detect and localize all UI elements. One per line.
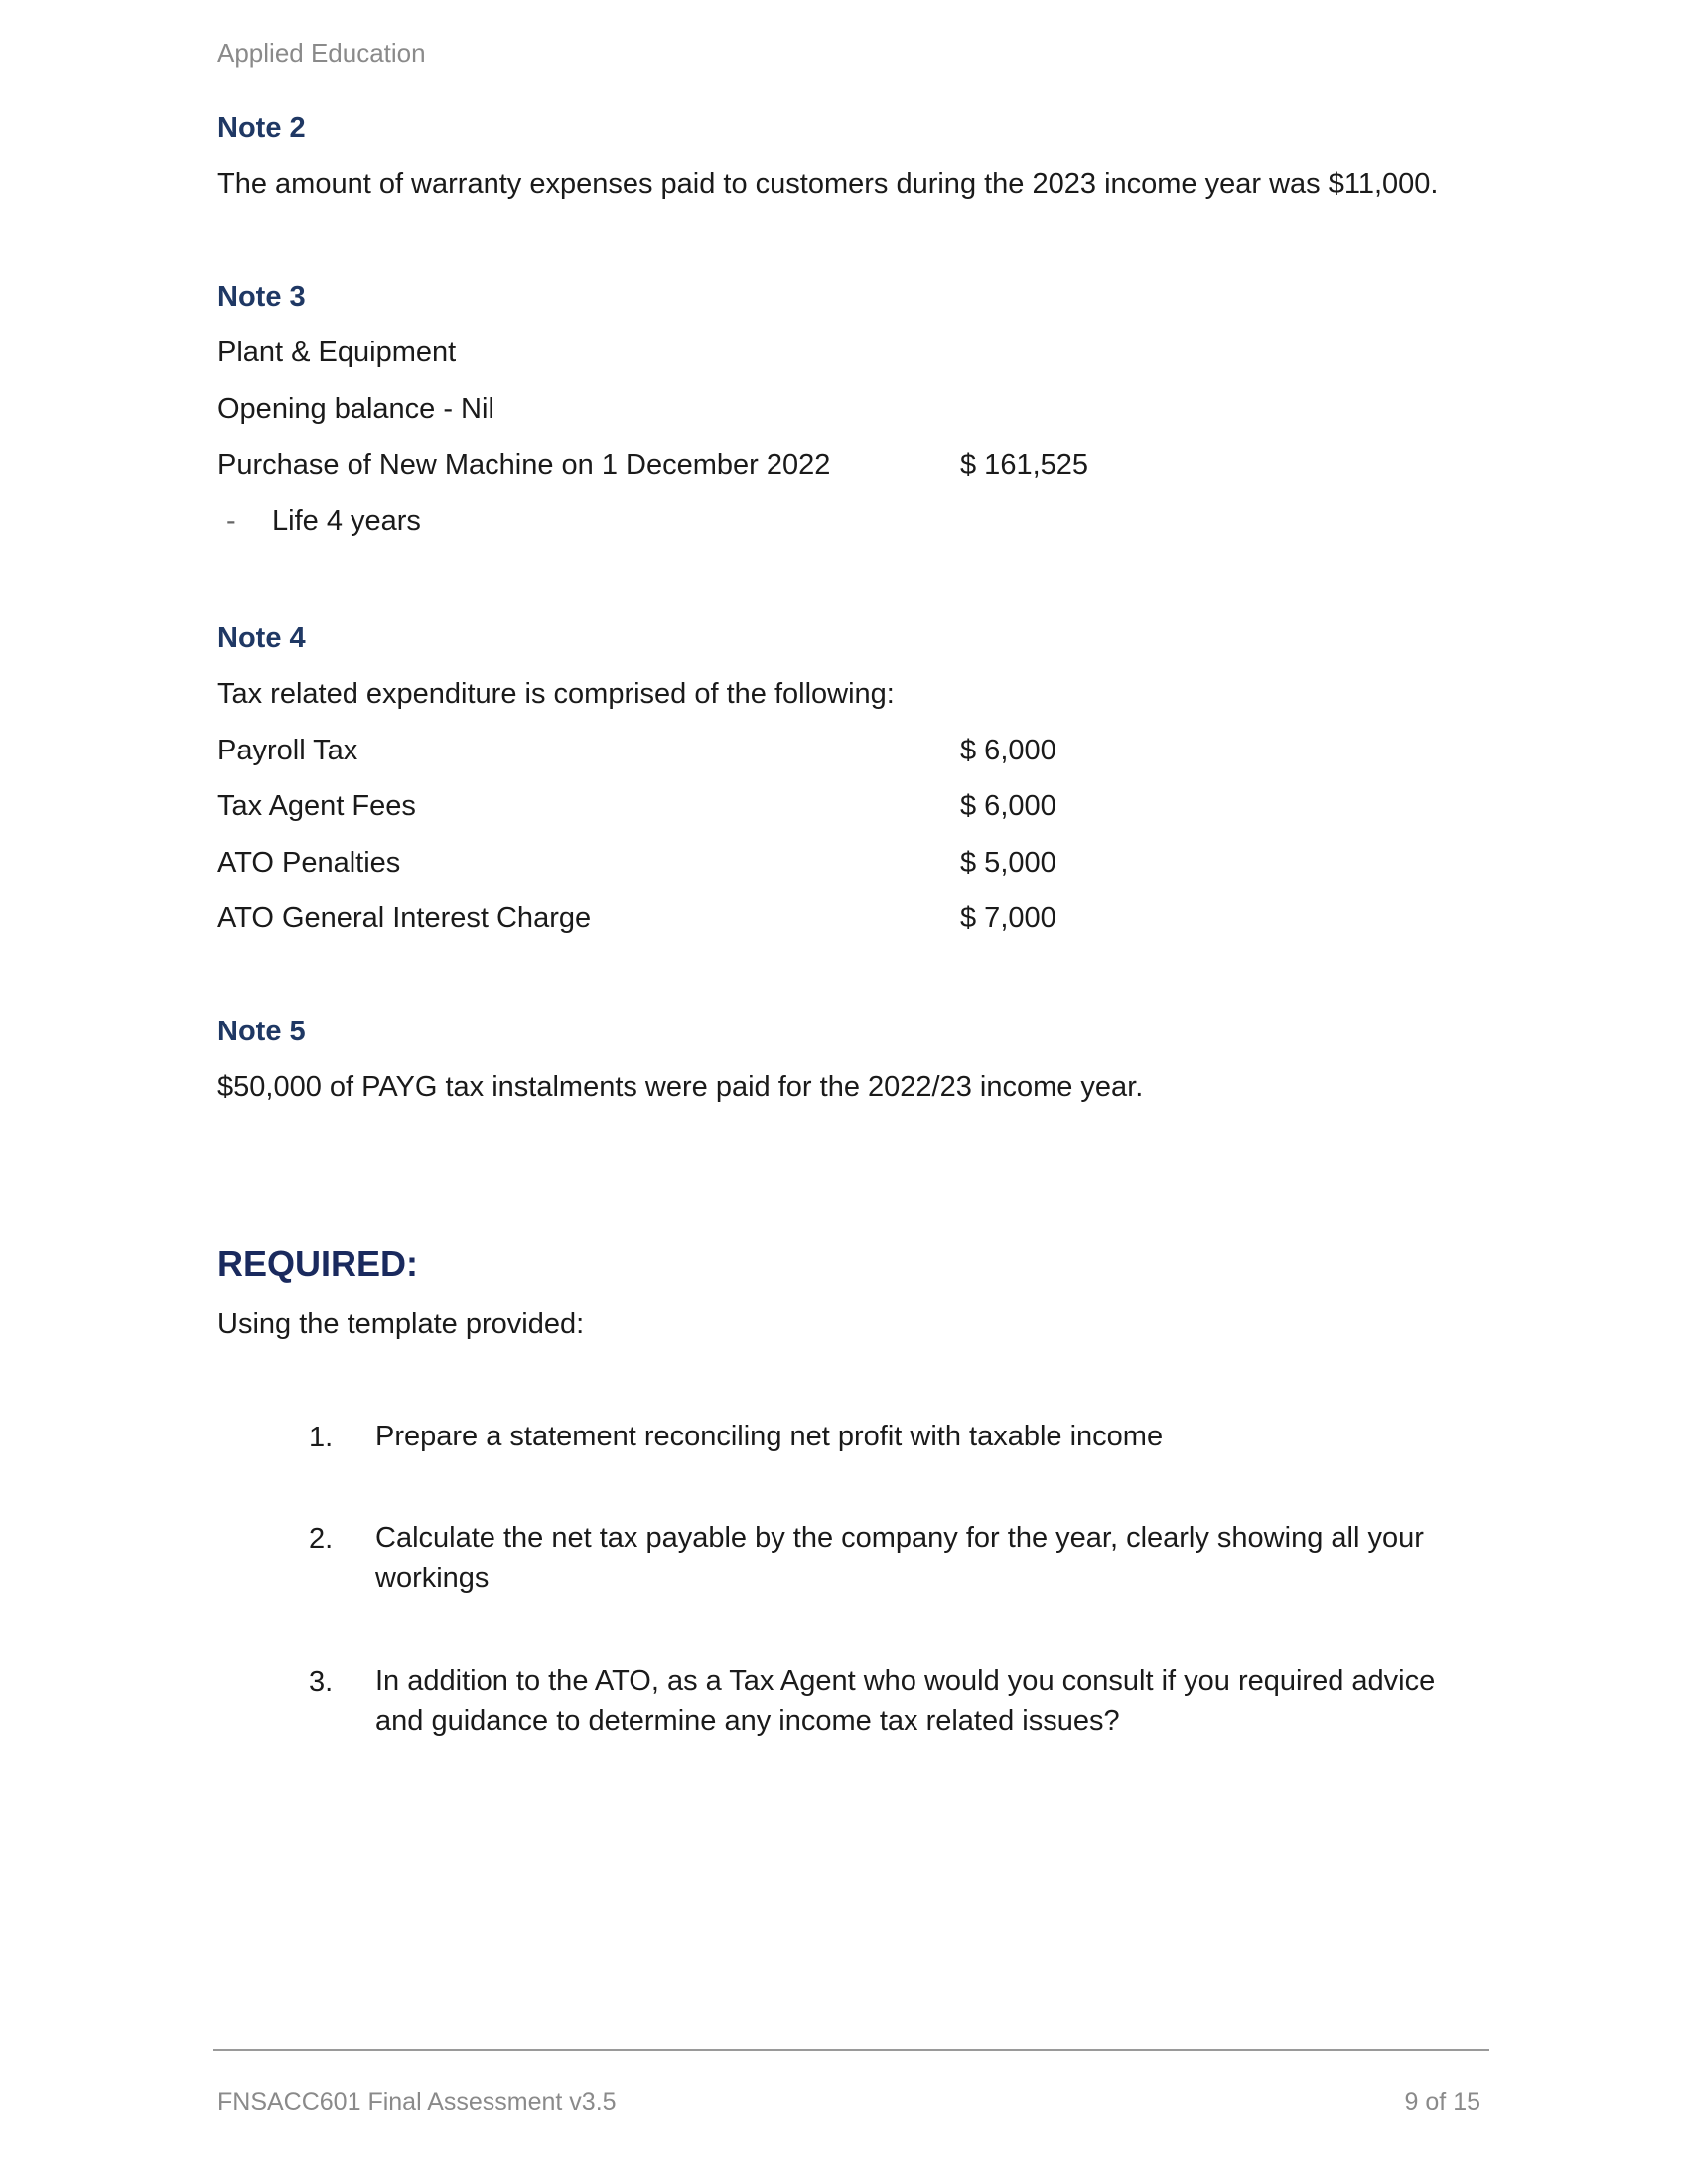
note-3-life: Life 4 years [272,505,421,537]
required-intro: Using the template provided: [217,1308,585,1340]
note-4-item-amount: $ 6,000 [960,790,1056,822]
footer-divider [213,2049,1489,2051]
note-4-title: Note 4 [217,622,306,654]
note-3-title: Note 3 [217,281,306,313]
note-4-item-label: Payroll Tax [217,735,358,766]
required-item-text: Calculate the net tax payable by the company for the year, clearly showing all your workings [375,1522,1424,1594]
required-item-number: 3. [309,1666,334,1698]
note-3-bullet: - [226,505,236,537]
required-heading: REQUIRED: [217,1243,419,1284]
note-4-item-amount: $ 6,000 [960,735,1056,766]
note-4-item-label: ATO General Interest Charge [217,902,592,934]
note-2-text: The amount of warranty expenses paid to customers during the 2023 income year was $11,000. [217,168,1439,200]
required-item-number: 2. [309,1523,334,1555]
note-3-purchase-amount: $ 161,525 [960,449,1089,480]
note-2-title: Note 2 [217,112,306,144]
note-5-text: $50,000 of PAYG tax instalments were paid for the 2022/23 income year. [217,1071,1144,1103]
note-4-item-amount: $ 5,000 [960,847,1056,879]
note-3-purchase-label: Purchase of New Machine on 1 December 2022 [217,449,831,480]
note-3-line-1: Plant & Equipment [217,337,457,368]
note-5-title: Note 5 [217,1016,306,1047]
note-4-intro: Tax related expenditure is comprised of the following: [217,678,895,710]
required-item-number: 1. [309,1422,334,1453]
required-item-text: Prepare a statement reconciling net profit with taxable income [375,1421,1164,1452]
note-3-line-2: Opening balance - Nil [217,393,494,425]
required-item-text: In addition to the ATO, as a Tax Agent who would you consult if you required advice and guidance to determine any income tax related issues? [375,1665,1436,1737]
page-header: Applied Education [217,38,426,68]
note-4-item-label: ATO Penalties [217,847,401,879]
footer-document-id: FNSACC601 Final Assessment v3.5 [217,2088,617,2116]
note-4-item-amount: $ 7,000 [960,902,1056,934]
note-4-item-label: Tax Agent Fees [217,790,416,822]
footer-page-number: 9 of 15 [1404,2088,1480,2116]
